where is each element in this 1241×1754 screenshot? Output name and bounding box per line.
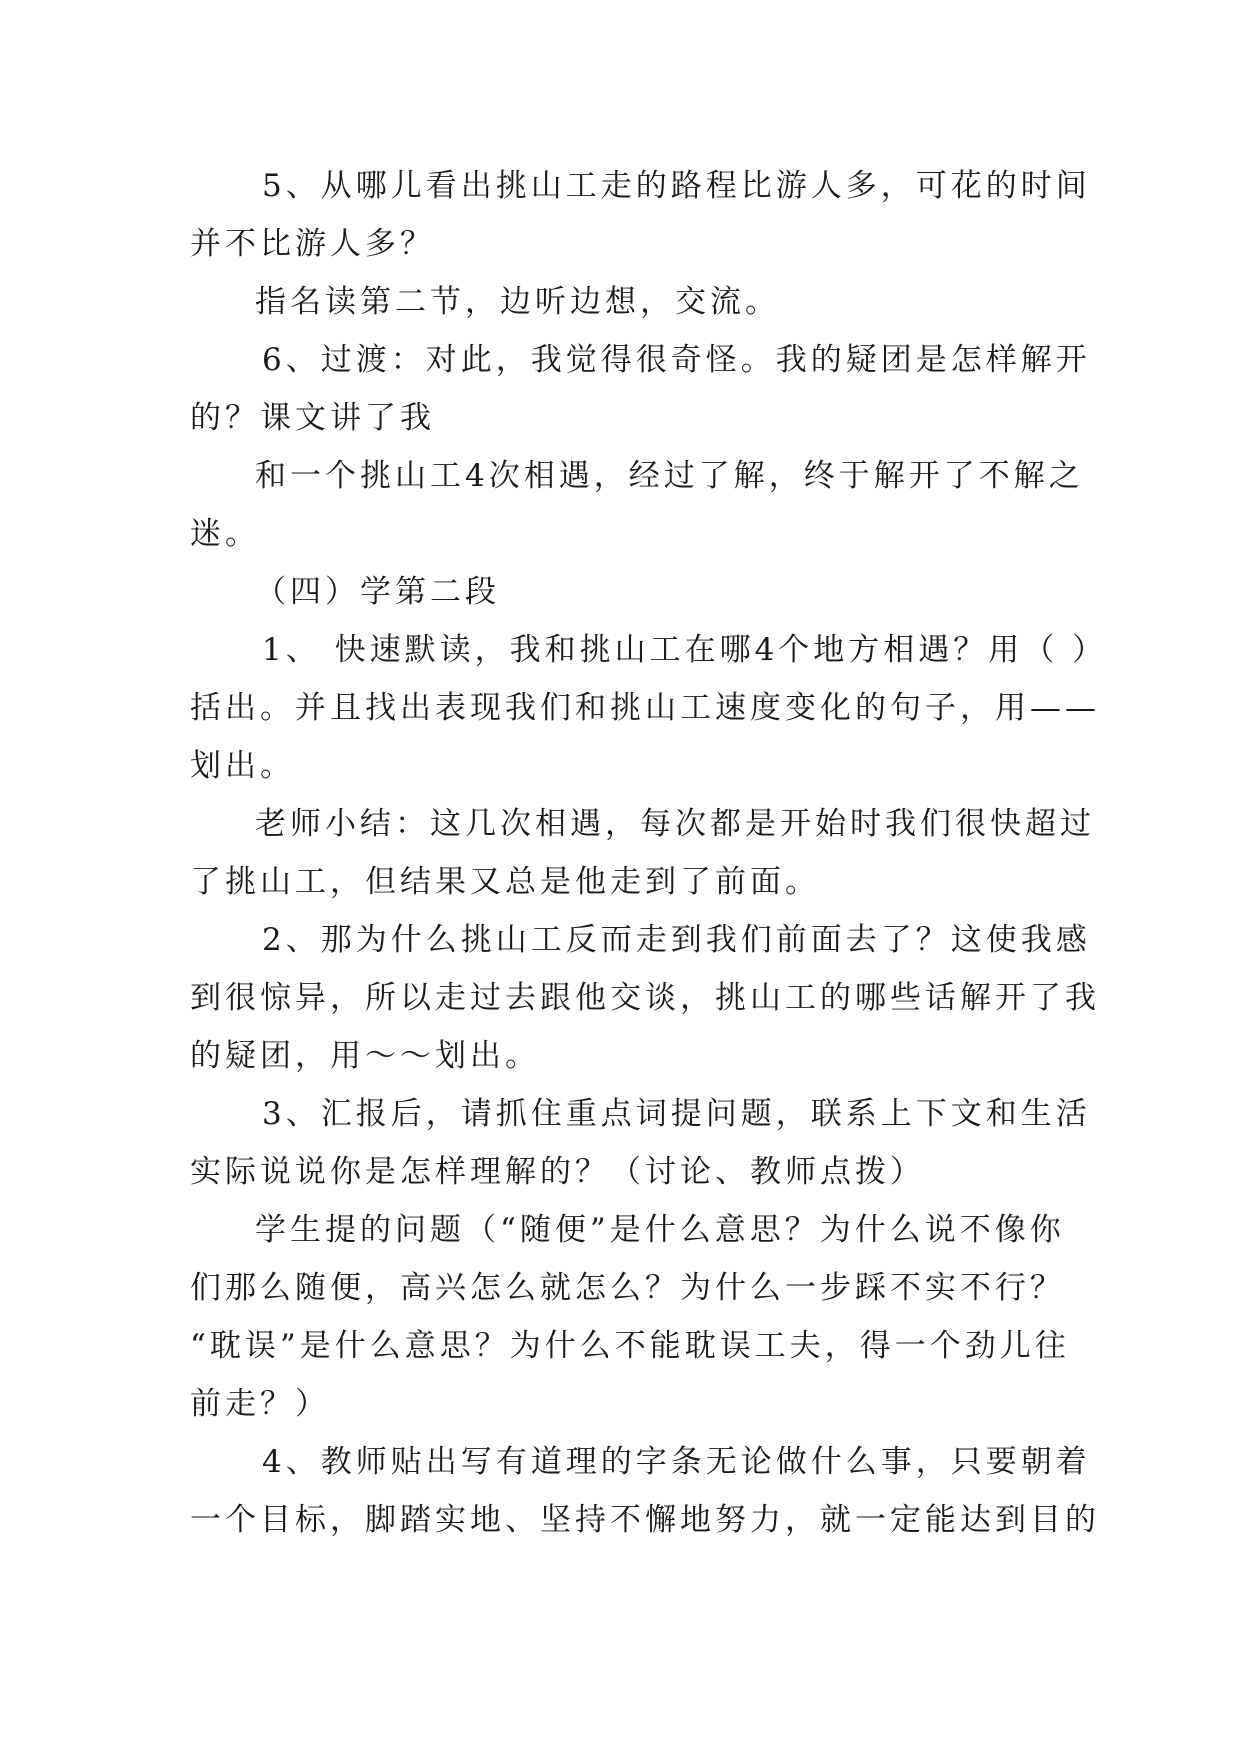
text-line-24: 一个目标，脚踏实地、坚持不懈地努力，就一定能达到目的 xyxy=(190,1502,1100,1538)
text-line-21: “耽误”是什么意思？为什么不能耽误工夫，得一个劲儿往 xyxy=(190,1328,1070,1364)
text-line-10: 括出。并且找出表现我们和挑山工速度变化的句子，用—— xyxy=(190,690,1100,726)
text-line-11: 划出。 xyxy=(190,748,295,784)
text-line-22: 前走？） xyxy=(190,1386,330,1422)
text-line-15: 到很惊异，所以走过去跟他交谈，挑山工的哪些话解开了我 xyxy=(190,980,1100,1016)
text-line-5: 的？课文讲了我 xyxy=(190,400,435,436)
text-line-18: 实际说说你是怎样理解的？（讨论、教师点拨） xyxy=(190,1154,925,1190)
text-line-14: 2、那为什么挑山工反而走到我们前面去了？这使我感 xyxy=(262,922,1091,958)
text-line-13: 了挑山工，但结果又总是他走到了前面。 xyxy=(190,864,820,900)
text-line-6: 和一个挑山工4次相遇，经过了解，终于解开了不解之 xyxy=(255,458,1084,494)
text-line-4: 6、过渡：对此，我觉得很奇怪。我的疑团是怎样解开 xyxy=(262,342,1091,378)
text-line-7: 迷。 xyxy=(190,516,260,552)
text-line-2: 并不比游人多？ xyxy=(190,226,435,262)
text-line-17: 3、汇报后，请抓住重点词提问题，联系上下文和生活 xyxy=(262,1096,1091,1132)
text-line-9: 1、 快速默读，我和挑山工在哪4个地方相遇？用（ ） xyxy=(262,632,1108,668)
text-line-16: 的疑团，用～～划出。 xyxy=(190,1038,540,1074)
text-line-23: 4、教师贴出写有道理的字条无论做什么事，只要朝着 xyxy=(262,1444,1091,1480)
text-line-12: 老师小结：这几次相遇，每次都是开始时我们很快超过 xyxy=(255,806,1095,842)
text-line-20: 们那么随便，高兴怎么就怎么？为什么一步踩不实不行？ xyxy=(190,1270,1065,1306)
section-heading: （四）学第二段 xyxy=(255,574,500,610)
text-line-1: 5、从哪儿看出挑山工走的路程比游人多，可花的时间 xyxy=(262,168,1091,204)
text-line-3: 指名读第二节，边听边想，交流。 xyxy=(255,284,780,320)
text-line-19: 学生提的问题（“随便”是什么意思？为什么说不像你 xyxy=(255,1212,1065,1248)
